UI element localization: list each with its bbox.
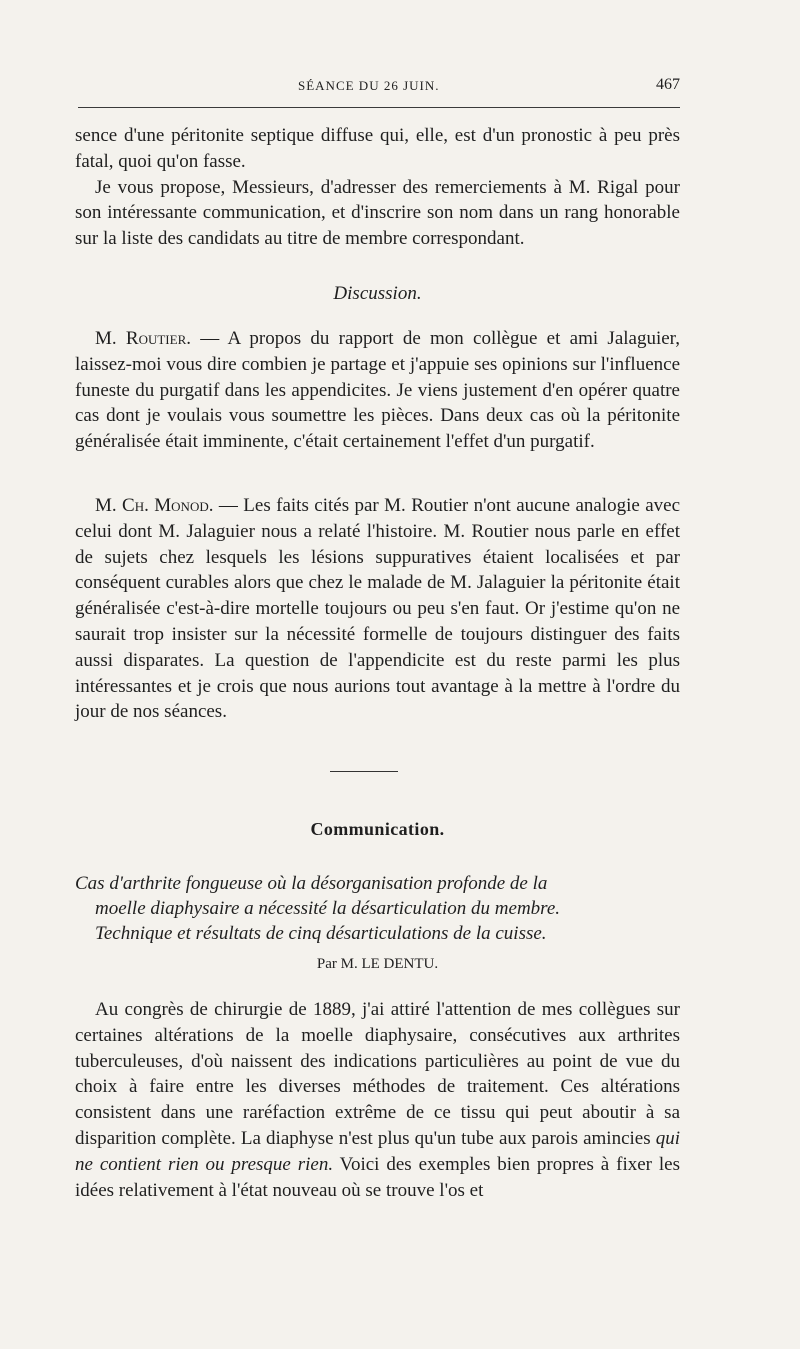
- opening-text: [75, 123, 680, 252]
- paper-title-line-1: Cas d'arthrite fongueuse où la désorganisation profonde de la: [75, 873, 548, 894]
- communication-body: [75, 997, 680, 1203]
- paper-title-line-3: Technique et résultats de cinq désarticulations de la cuisse.: [95, 923, 547, 944]
- running-head: [76, 74, 680, 100]
- author-byline: Par M. LE DENTU.: [316, 956, 439, 972]
- discussion-routier: [75, 326, 680, 455]
- speaker-routier: M. Routier.: [95, 328, 191, 349]
- page-number: 467: [656, 76, 680, 93]
- communication-heading: Communication.: [310, 819, 445, 839]
- paper-title: [75, 871, 680, 946]
- paragraph-proposal: Je vous propose, Messieurs, d'adresser des remerciements à M. Rigal pour son intéressante communication, et d'inscrire son nom dans un rang honorable sur la liste des candidats au titre de membre correspondant.: [75, 176, 680, 250]
- body-part-3: Voici des exemples bien propres à fixer les idées relativement à l'état nouveau où se trouve l'os et: [75, 1153, 680, 1201]
- speaker-monod: M. Ch. Monod.: [95, 495, 214, 516]
- year-digit: 9: [341, 999, 351, 1020]
- routier-paragraph: [75, 326, 680, 455]
- body-part-1: Au congrès de chirurgie de 188: [95, 999, 342, 1020]
- monod-text: — Les faits cités par M. Routier n'ont aucune analogie avec celui dont M. Jalaguier nous a relaté l'histoire. M. Routier nous parle en effet de sujets chez lesquels les lésions suppuratives étaient localisées et par conséquent curables alors que chez le malade de M. Jalaguier la péritonite était généralisée c'est-à-dire mortelle toujours ou peu s'en faut. Or j'estime qu'on ne saurait trop insister sur la nécessité formelle de toujours distinguer des faits aussi disparates. La question de l'appendicite est du reste parmi les plus intéressantes et je crois que nous aurions tout avantage à la mettre à l'ordre du jour de nos séances.: [75, 495, 681, 723]
- paragraph-continuation: sence d'une péritonite septique diffuse qui, elle, est d'un pronostic à peu près fatal, quoi qu'on fasse.: [75, 125, 680, 172]
- body-italic: qui ne contient rien ou presque rien.: [75, 1127, 680, 1175]
- running-title: SÉANCE DU 26 JUIN.: [298, 78, 440, 93]
- section-divider: [330, 771, 398, 772]
- header-rule: [78, 107, 680, 108]
- communication-paragraph: [75, 997, 680, 1203]
- body-part-2: , j'ai attiré l'attention de mes collègues sur certaines altérations de la moelle diaphysaire, consécutives aux arthrites tuberculeuses, d'où naissent des indications particulières au point de vue du choix à faire entre les diverses méthodes de traitement. Ces altérations consistent dans une raréfaction extrême de ce tissu qui peut aboutir à sa disparition complète. La diaphyse n'est plus qu'un tube aux parois amincies: [75, 999, 680, 1149]
- paper-title-line-2: moelle diaphysaire a nécessité la désarticulation du membre.: [95, 898, 561, 919]
- discussion-title: Discussion.: [333, 283, 422, 304]
- routier-text: — A propos du rapport de mon collègue et ami Jalaguier, laissez-moi vous dire combien je partage et j'appuie ses opinions sur l'influence funeste du purgatif dans les appendicites. Je viens justement d'en opérer quatre cas dont je voulais vous soumettre les pièces. Dans deux cas où la péritonite généralisée était imminente, c'était certainement l'effet d'un purgatif.: [75, 328, 680, 453]
- monod-paragraph: [75, 493, 680, 725]
- discussion-monod: [75, 493, 680, 725]
